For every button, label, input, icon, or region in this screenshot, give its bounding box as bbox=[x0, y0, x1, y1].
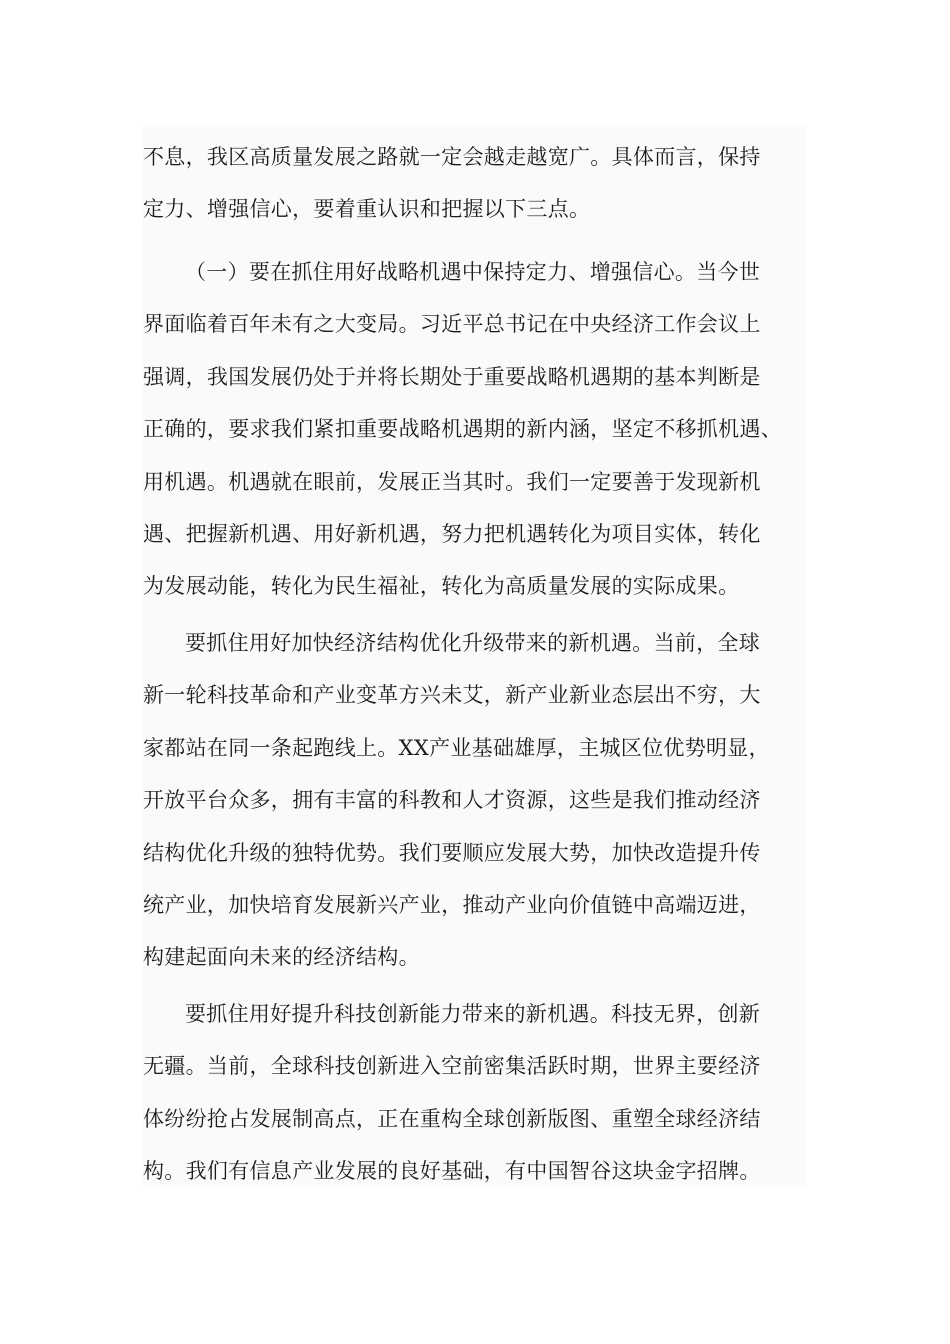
text-line: 要抓住用好加快经济结构优化升级带来的新机遇。当前，全球 bbox=[185, 631, 761, 655]
paragraph-strategic-opportunity bbox=[143, 246, 806, 613]
text-line: 界面临着百年未有之大变局。习近平总书记在中央经济工作会议上 bbox=[143, 312, 761, 337]
text-line: 定力、增强信心，要着重认识和把握以下三点。 bbox=[143, 197, 591, 222]
paragraph-continuation bbox=[143, 131, 806, 236]
text-line: 家都站在同一条起跑线上。XX产业基础雄厚，主城区位优势明显， bbox=[143, 735, 770, 760]
text-line: 结构优化升级的独特优势。我们要顺应发展大势，加快改造提升传 bbox=[143, 840, 761, 865]
text-line: 正确的，要求我们紧扣重要战略机遇期的新内涵，坚定不移抓机遇、 bbox=[143, 417, 782, 442]
text-line: 强调，我国发展仍处于并将长期处于重要战略机遇期的基本判断是 bbox=[143, 364, 761, 389]
text-line: 统产业，加快培育发展新兴产业，推动产业向价值链中高端迈进， bbox=[143, 892, 761, 917]
text-line: 构。我们有信息产业发展的良好基础，有中国智谷这块金字招牌。 bbox=[143, 1159, 761, 1184]
text-line: 新一轮科技革命和产业变革方兴未艾，新产业新业态层出不穷，大 bbox=[143, 683, 761, 708]
text-line: 构建起面向未来的经济结构。 bbox=[143, 945, 420, 970]
paragraph-tech-innovation bbox=[143, 988, 806, 1187]
text-line: 遇、把握新机遇、用好新机遇，努力把机遇转化为项目实体，转化 bbox=[143, 521, 761, 546]
text-line: （一）要在抓住用好战略机遇中保持定力、增强信心。当今世 bbox=[185, 260, 761, 284]
text-line: 用机遇。机遇就在眼前，发展正当其时。我们一定要善于发现新机 bbox=[143, 469, 761, 494]
text-line: 不息，我区高质量发展之路就一定会越走越宽广。具体而言，保持 bbox=[143, 145, 761, 169]
text-line: 无疆。当前，全球科技创新进入空前密集活跃时期，世界主要经济 bbox=[143, 1054, 761, 1079]
text-line: 要抓住用好提升科技创新能力带来的新机遇。科技无界，创新 bbox=[185, 1002, 761, 1026]
text-line: 体纷纷抢占发展制高点，正在重构全球创新版图、重塑全球经济结 bbox=[143, 1106, 761, 1131]
document-text-block bbox=[143, 125, 806, 1187]
text-line: 为发展动能，转化为民生福祉，转化为高质量发展的实际成果。 bbox=[143, 574, 740, 599]
paragraph-economic-structure bbox=[143, 617, 806, 984]
text-line: 开放平台众多，拥有丰富的科教和人才资源，这些是我们推动经济 bbox=[143, 788, 761, 813]
